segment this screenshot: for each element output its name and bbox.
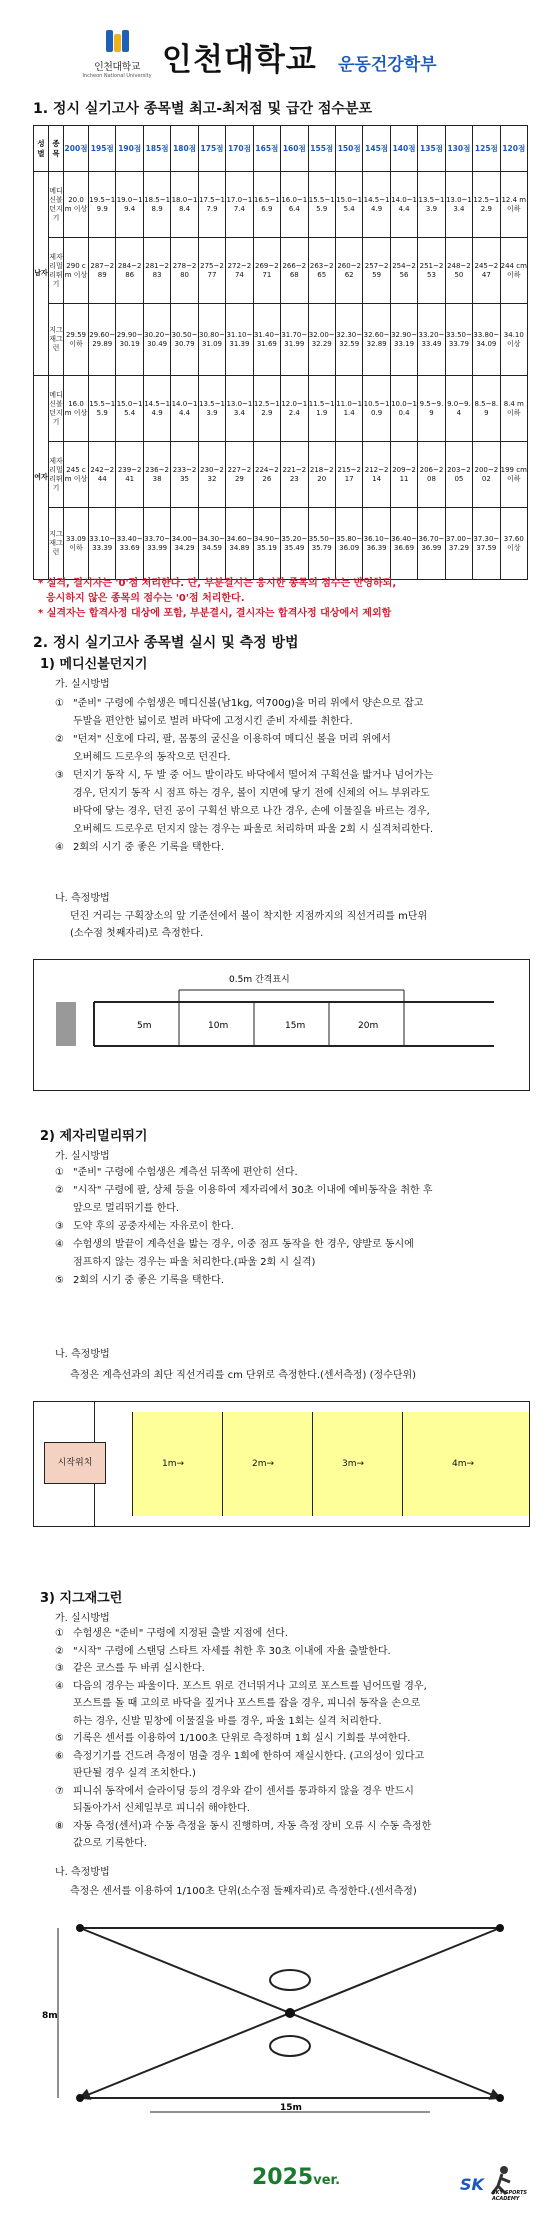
step-line bbox=[55, 839, 525, 857]
score-cell: 33.10~33.39 bbox=[89, 508, 116, 580]
width-label: 15m bbox=[280, 2103, 302, 2113]
score-cell: 8.5~8.9 bbox=[473, 376, 500, 442]
footer-version bbox=[252, 2165, 340, 2190]
step-item bbox=[55, 1236, 525, 1272]
logo-subtext: Incheon National University bbox=[82, 73, 152, 79]
score-cell: 31.40~31.69 bbox=[253, 304, 280, 376]
score-cell-max: 20.0 m 이상 bbox=[64, 172, 89, 238]
jump-title: 2) 제자리멀리뛰기 bbox=[40, 1129, 148, 1144]
sex-cell: 여자 bbox=[34, 376, 49, 580]
distance-label: 5m bbox=[137, 1021, 152, 1031]
page-title: 인천대학교 bbox=[162, 42, 317, 78]
height-label: 8m bbox=[42, 2011, 58, 2021]
step-line bbox=[55, 1272, 525, 1290]
score-cell: 32.90~33.19 bbox=[390, 304, 417, 376]
step-text: 점프하지 않는 경우는 파울 처리한다.(파울 2회 시 실격) bbox=[73, 1257, 316, 1268]
step-text: 2회의 시기 중 좋은 기록을 택한다. bbox=[73, 842, 225, 853]
step-number: ② bbox=[55, 734, 64, 745]
step-number: ① bbox=[55, 698, 64, 709]
score-cell: 215~217 bbox=[335, 442, 362, 508]
event-cell: 제자리멀리뛰기 bbox=[49, 442, 64, 508]
step-item bbox=[55, 1625, 525, 1643]
score-cell: 263~265 bbox=[308, 238, 335, 304]
measure-line: 측정은 계측선과의 최단 직선거리를 cm 단위로 측정한다.(센서측정) (정수단위) bbox=[70, 1370, 417, 1381]
event-cell: 메디신볼던지기 bbox=[49, 376, 64, 442]
step-text: 값으로 기록한다. bbox=[73, 1838, 147, 1849]
score-cell-max: 290 cm 이상 bbox=[64, 238, 89, 304]
score-cell: 33.80~34.09 bbox=[473, 304, 500, 376]
medicine-measure-label: 나. 측정방법 bbox=[55, 893, 110, 904]
step-text: 포스트를 돌 때 고의로 바닥을 짚거나 포스트를 잡을 경우, 피니쉬 동작을 손으로 bbox=[73, 1698, 421, 1709]
score-header: 150점 bbox=[335, 126, 362, 172]
post-icon bbox=[496, 1924, 504, 1932]
step-item bbox=[55, 1678, 525, 1731]
university-logo bbox=[82, 30, 152, 85]
header-sex: 성별 bbox=[34, 126, 49, 172]
zigzag-method-label: 가. 실시방법 bbox=[55, 1613, 110, 1624]
step-text: "시작" 구령에 스탠딩 스타트 자세를 취한 후 30초 이내에 자율 출발한다. bbox=[73, 1645, 391, 1657]
post-icon bbox=[76, 1924, 84, 1932]
score-cell: 287~289 bbox=[89, 238, 116, 304]
score-table bbox=[33, 125, 528, 580]
medicine-steps bbox=[55, 695, 525, 857]
step-number: ② bbox=[55, 1185, 64, 1196]
score-cell-max: 16.0 m 이상 bbox=[64, 376, 89, 442]
step-text: 오버헤드 드로우로 던지지 않는 경우는 파울로 처리하며 파울 2회 시 실격처리한다. bbox=[73, 824, 434, 835]
score-cell: 227~229 bbox=[226, 442, 253, 508]
jump-field-diagram bbox=[33, 1401, 530, 1527]
step-line bbox=[55, 713, 525, 731]
score-cell: 14.0~14.4 bbox=[171, 376, 198, 442]
score-cell-max: 245 cm 이상 bbox=[64, 442, 89, 508]
score-cell: 248~250 bbox=[445, 238, 472, 304]
step-text: 같은 코스를 두 바퀴 실시한다. bbox=[73, 1663, 205, 1674]
score-cell: 269~271 bbox=[253, 238, 280, 304]
score-header: 135점 bbox=[418, 126, 445, 172]
step-line bbox=[55, 1678, 525, 1696]
interval-label: 0.5m 간격표시 bbox=[229, 975, 290, 985]
step-number: ③ bbox=[55, 770, 64, 781]
score-header: 165점 bbox=[253, 126, 280, 172]
score-cell: 221~223 bbox=[281, 442, 308, 508]
center-loop bbox=[270, 2036, 310, 2056]
score-cell: 284~286 bbox=[116, 238, 143, 304]
step-text: 판단될 경우 실격 조치한다.) bbox=[73, 1768, 196, 1779]
score-cell: 260~262 bbox=[335, 238, 362, 304]
score-cell: 239~241 bbox=[116, 442, 143, 508]
step-text: 다음의 경우는 파울이다. 포스트 위로 건너뛰거나 고의로 포스트를 넘어뜨릴 경우, bbox=[73, 1680, 427, 1692]
score-cell: 11.0~11.4 bbox=[335, 376, 362, 442]
medicine-ball-field-diagram bbox=[33, 959, 530, 1091]
score-cell: 9.0~9.4 bbox=[445, 376, 472, 442]
notes bbox=[38, 576, 396, 621]
score-cell-min: 199 cm 이하 bbox=[500, 442, 527, 508]
event-cell: 메디신볼던지기 bbox=[49, 172, 64, 238]
step-number: ① bbox=[55, 1628, 64, 1639]
score-row bbox=[34, 304, 528, 376]
start-position-box: 시작위치 bbox=[44, 1442, 106, 1484]
score-cell: 236~238 bbox=[143, 442, 170, 508]
score-cell: 12.5~12.9 bbox=[253, 376, 280, 442]
score-cell: 32.60~32.89 bbox=[363, 304, 390, 376]
step-text: 하는 경우, 신발 밑창에 이물질을 바를 경우, 파울 1회는 실격 처리한다. bbox=[73, 1715, 382, 1727]
score-cell-min: 8.4 m 이하 bbox=[500, 376, 527, 442]
step-text: 수험생의 발끝이 계측선을 밟는 경우, 이중 점프 동작을 한 경우, 양발로 동시에 bbox=[73, 1239, 414, 1250]
note-line: * 실격, 결시자는 '0'점 처리한다. 단, 부분결시는 응시한 종목의 점수는 반영하되, bbox=[38, 578, 397, 589]
score-cell: 30.80~31.09 bbox=[198, 304, 225, 376]
academy-logo bbox=[458, 2160, 528, 2204]
score-row bbox=[34, 508, 528, 580]
score-cell: 30.20~30.49 bbox=[143, 304, 170, 376]
step-number: ⑦ bbox=[55, 1785, 64, 1797]
step-item bbox=[55, 1783, 525, 1818]
jump-mark-label: 2m→ bbox=[252, 1459, 275, 1469]
step-line bbox=[55, 821, 525, 839]
score-cell: 200~202 bbox=[473, 442, 500, 508]
score-cell: 34.90~35.19 bbox=[253, 508, 280, 580]
step-line bbox=[55, 1200, 525, 1218]
step-item bbox=[55, 695, 525, 731]
score-cell: 281~283 bbox=[143, 238, 170, 304]
score-cell-min: 37.60 이상 bbox=[500, 508, 527, 580]
post-icon bbox=[76, 2094, 84, 2102]
score-header: 195점 bbox=[89, 126, 116, 172]
step-text: 도약 후의 공중자세는 자유로이 한다. bbox=[73, 1221, 234, 1232]
score-cell: 13.0~13.4 bbox=[445, 172, 472, 238]
score-header: 185점 bbox=[143, 126, 170, 172]
score-cell: 36.70~36.99 bbox=[418, 508, 445, 580]
score-row bbox=[34, 442, 528, 508]
step-number: ⑧ bbox=[55, 1820, 64, 1832]
score-header: 160점 bbox=[281, 126, 308, 172]
step-line bbox=[55, 1164, 525, 1182]
score-header: 140점 bbox=[390, 126, 417, 172]
score-cell: 17.0~17.4 bbox=[226, 172, 253, 238]
jump-measure-text bbox=[70, 1367, 525, 1384]
step-line bbox=[55, 1236, 525, 1254]
jump-mark-label: 1m→ bbox=[162, 1459, 185, 1469]
step-item bbox=[55, 1643, 525, 1661]
step-item bbox=[55, 1182, 525, 1218]
step-text: "던져" 신호에 다리, 팔, 몸통의 굴신을 이용하여 메디신 볼을 머리 위에서 bbox=[73, 734, 391, 745]
score-header: 155점 bbox=[308, 126, 335, 172]
score-cell: 15.5~15.9 bbox=[89, 376, 116, 442]
step-text: 앞으로 멀리뛰기를 한다. bbox=[73, 1203, 180, 1214]
header-event: 종목 bbox=[49, 126, 64, 172]
score-cell: 18.0~18.4 bbox=[171, 172, 198, 238]
step-number: ④ bbox=[55, 842, 64, 853]
score-cell: 36.40~36.69 bbox=[390, 508, 417, 580]
score-cell: 275~277 bbox=[198, 238, 225, 304]
zigzag-svg bbox=[40, 1918, 530, 2118]
step-text: 바닥에 닿는 경우, 던진 공이 구획선 밖으로 나간 경우, 손에 이물질을 바르는 경우, bbox=[73, 806, 430, 817]
step-line bbox=[55, 1783, 525, 1801]
jump-mark-label: 4m→ bbox=[452, 1459, 475, 1469]
step-item bbox=[55, 1660, 525, 1678]
medicine-method-label: 가. 실시방법 bbox=[55, 679, 110, 690]
step-line bbox=[55, 1765, 525, 1783]
event-cell: 지그재그런 bbox=[49, 304, 64, 376]
score-cell: 14.5~14.9 bbox=[143, 376, 170, 442]
step-line bbox=[55, 1218, 525, 1236]
score-cell: 32.00~32.29 bbox=[308, 304, 335, 376]
score-cell: 30.50~30.79 bbox=[171, 304, 198, 376]
step-line bbox=[55, 1800, 525, 1818]
zigzag-course-diagram bbox=[40, 1918, 530, 2118]
version-suffix: ver. bbox=[313, 2173, 341, 2188]
step-line bbox=[55, 1625, 525, 1643]
step-line bbox=[55, 1182, 525, 1200]
score-cell: 11.5~11.9 bbox=[308, 376, 335, 442]
score-cell: 34.00~34.29 bbox=[171, 508, 198, 580]
sex-cell: 남자 bbox=[34, 172, 49, 376]
score-cell: 37.00~37.29 bbox=[445, 508, 472, 580]
score-header: 180점 bbox=[171, 126, 198, 172]
score-cell: 9.5~9.9 bbox=[418, 376, 445, 442]
step-text: "시작" 구령에 팔, 상체 등을 이용하여 제자리에서 30초 이내에 예비동작을 취한 후 bbox=[73, 1185, 433, 1196]
step-text: 되돌아가서 신체일부로 피니쉬 해야한다. bbox=[73, 1803, 250, 1814]
step-text: 오버헤드 드로우의 동작으로 던진다. bbox=[73, 752, 231, 763]
score-cell: 32.30~32.59 bbox=[335, 304, 362, 376]
score-cell-max: 33.09 이하 bbox=[64, 508, 89, 580]
distance-label: 10m bbox=[208, 1021, 229, 1031]
score-header: 125점 bbox=[473, 126, 500, 172]
score-cell: 35.20~35.49 bbox=[281, 508, 308, 580]
score-header: 170점 bbox=[226, 126, 253, 172]
score-header: 120점 bbox=[500, 126, 527, 172]
step-line bbox=[55, 731, 525, 749]
score-cell-min: 34.10 이상 bbox=[500, 304, 527, 376]
step-line bbox=[55, 1713, 525, 1731]
score-cell: 218~220 bbox=[308, 442, 335, 508]
score-cell: 203~205 bbox=[445, 442, 472, 508]
score-cell: 13.5~13.9 bbox=[198, 376, 225, 442]
zigzag-measure-label: 나. 측정방법 bbox=[55, 1867, 110, 1878]
note-line: 응시하지 않은 종목의 점수는 '0'점 처리한다. bbox=[46, 593, 245, 604]
step-number: ③ bbox=[55, 1663, 64, 1674]
score-cell: 29.90~30.19 bbox=[116, 304, 143, 376]
logo-mark-icon bbox=[104, 30, 130, 56]
score-cell-min: 244 cm 이하 bbox=[500, 238, 527, 304]
score-cell: 34.60~34.89 bbox=[226, 508, 253, 580]
score-cell: 278~280 bbox=[171, 238, 198, 304]
score-cell: 209~211 bbox=[390, 442, 417, 508]
score-cell: 233~235 bbox=[171, 442, 198, 508]
step-line bbox=[55, 695, 525, 713]
step-text: 2회의 시기 중 좋은 기록을 택한다. bbox=[73, 1275, 225, 1286]
score-cell: 19.0~19.4 bbox=[116, 172, 143, 238]
step-line bbox=[55, 767, 525, 785]
score-cell: 212~214 bbox=[363, 442, 390, 508]
score-cell: 33.50~33.79 bbox=[445, 304, 472, 376]
score-cell: 31.10~31.39 bbox=[226, 304, 253, 376]
event-cell: 지그재그런 bbox=[49, 508, 64, 580]
step-text: 경우, 던지기 동작 시 점프 하는 경우, 볼이 지면에 닿기 전에 신체의 어느 부위라도 bbox=[73, 788, 430, 799]
score-cell: 206~208 bbox=[418, 442, 445, 508]
score-header: 190점 bbox=[116, 126, 143, 172]
score-cell: 12.0~12.4 bbox=[281, 376, 308, 442]
step-text: 던지기 동작 시, 두 발 중 어느 발이라도 바닥에서 떨어져 구획선을 밟거나 넘어가는 bbox=[73, 770, 434, 781]
score-cell: 33.40~33.69 bbox=[116, 508, 143, 580]
step-line bbox=[55, 785, 525, 803]
score-cell: 16.0~16.4 bbox=[281, 172, 308, 238]
step-text: "준비" 구령에 수험생은 계측선 뒤쪽에 편안히 선다. bbox=[73, 1167, 298, 1178]
step-number: ③ bbox=[55, 1221, 64, 1232]
post-icon bbox=[285, 2008, 295, 2018]
score-row bbox=[34, 376, 528, 442]
score-cell: 35.80~36.09 bbox=[335, 508, 362, 580]
score-header: 200점 bbox=[64, 126, 89, 172]
department-name: 운동건강학부 bbox=[338, 55, 437, 75]
score-cell: 14.0~14.4 bbox=[390, 172, 417, 238]
score-cell: 14.5~14.9 bbox=[363, 172, 390, 238]
step-number: ⑤ bbox=[55, 1275, 64, 1286]
svg-text:SK: SK bbox=[460, 2175, 484, 2194]
medicine-measure-text bbox=[70, 908, 525, 942]
step-item bbox=[55, 1164, 525, 1182]
jump-method-label: 가. 실시방법 bbox=[55, 1151, 110, 1162]
step-text: 수험생은 "준비" 구령에 지정된 출발 지점에 선다. bbox=[73, 1628, 288, 1639]
step-item bbox=[55, 1748, 525, 1783]
score-cell: 10.0~10.4 bbox=[390, 376, 417, 442]
score-cell: 245~247 bbox=[473, 238, 500, 304]
step-line bbox=[55, 749, 525, 767]
step-item bbox=[55, 1730, 525, 1748]
zigzag-measure-text bbox=[70, 1883, 525, 1900]
step-line bbox=[55, 1748, 525, 1766]
step-text: 두발을 편안한 넓이로 벌려 바닥에 고정시킨 준비 자세를 취한다. bbox=[73, 716, 353, 727]
step-text: 기록은 센서를 이용하여 1/100초 단위로 측정하며 1회 실시 기회를 부여한다. bbox=[73, 1733, 411, 1744]
step-number: ⑤ bbox=[55, 1733, 64, 1744]
measure-line: (소수점 첫째자리)로 측정한다. bbox=[70, 928, 204, 939]
step-number: ① bbox=[55, 1167, 64, 1178]
step-line bbox=[55, 1730, 525, 1748]
step-number: ④ bbox=[55, 1680, 64, 1692]
score-cell: 35.50~35.79 bbox=[308, 508, 335, 580]
step-line bbox=[55, 1254, 525, 1272]
step-line bbox=[55, 1818, 525, 1836]
header bbox=[0, 0, 556, 85]
score-cell: 257~259 bbox=[363, 238, 390, 304]
step-text: 자동 측정(센서)과 수동 측정을 동시 진행하며, 자동 측정 장비 오류 시 수동 측정한 bbox=[73, 1820, 432, 1832]
score-cell: 31.70~31.99 bbox=[281, 304, 308, 376]
score-header: 145점 bbox=[363, 126, 390, 172]
jump-measure-label: 나. 측정방법 bbox=[55, 1349, 110, 1360]
step-item bbox=[55, 839, 525, 857]
step-item bbox=[55, 731, 525, 767]
step-item bbox=[55, 1218, 525, 1236]
logo-text: 인천대학교 bbox=[94, 62, 140, 73]
score-cell: 15.5~15.9 bbox=[308, 172, 335, 238]
score-cell: 242~244 bbox=[89, 442, 116, 508]
step-number: ④ bbox=[55, 1239, 64, 1250]
section1-title: 1. 정시 실기고사 종목별 최고-최저점 및 급간 점수분포 bbox=[33, 101, 372, 117]
step-line bbox=[55, 1835, 525, 1853]
score-cell: 254~256 bbox=[390, 238, 417, 304]
post-icon bbox=[496, 2094, 504, 2102]
score-cell: 19.5~19.9 bbox=[89, 172, 116, 238]
score-cell: 15.0~15.4 bbox=[116, 376, 143, 442]
score-header: 175점 bbox=[198, 126, 225, 172]
score-row bbox=[34, 238, 528, 304]
score-cell: 10.5~10.9 bbox=[363, 376, 390, 442]
version-year: 2025 bbox=[252, 2165, 314, 2190]
section2-title: 2. 정시 실기고사 종목별 실시 및 측정 방법 bbox=[33, 635, 299, 651]
step-line bbox=[55, 1643, 525, 1661]
score-cell: 33.70~33.99 bbox=[143, 508, 170, 580]
step-item bbox=[55, 767, 525, 839]
note-line: * 실격자는 합격사정 대상에 포함, 부분결시, 결시자는 합격사정 대상에서 제외함 bbox=[38, 608, 392, 619]
score-cell: 13.5~13.9 bbox=[418, 172, 445, 238]
score-cell: 18.5~18.9 bbox=[143, 172, 170, 238]
jump-mark-label: 3m→ bbox=[342, 1459, 365, 1469]
score-cell: 36.10~36.39 bbox=[363, 508, 390, 580]
score-table-header-row bbox=[34, 126, 528, 172]
step-text: "준비" 구령에 수험생은 메디신볼(남1kg, 여700g)을 머리 위에서 양손으로 잡고 bbox=[73, 698, 424, 709]
score-cell: 16.5~16.9 bbox=[253, 172, 280, 238]
score-cell-min: 12.4 m 이하 bbox=[500, 172, 527, 238]
jump-steps bbox=[55, 1164, 525, 1290]
distance-label: 20m bbox=[358, 1021, 379, 1031]
score-cell: 12.5~12.9 bbox=[473, 172, 500, 238]
score-cell: 15.0~15.4 bbox=[335, 172, 362, 238]
step-line bbox=[55, 1695, 525, 1713]
score-cell: 224~226 bbox=[253, 442, 280, 508]
step-line bbox=[55, 803, 525, 821]
zigzag-title: 3) 지그재그런 bbox=[40, 1591, 123, 1606]
event-cell: 제자리멀리뛰기 bbox=[49, 238, 64, 304]
score-cell: 230~232 bbox=[198, 442, 225, 508]
step-text: 측정기기를 건드려 측정이 멈출 경우 1회에 한하여 재실시한다. (고의성이 있다고 bbox=[73, 1750, 425, 1762]
center-loop bbox=[270, 1970, 310, 1990]
measure-line: 던진 거리는 구획장소의 앞 기준선에서 볼이 착지한 지점까지의 직선거리를 m단위 bbox=[70, 911, 428, 922]
medicine-ball-title: 1) 메디신볼던지기 bbox=[40, 657, 148, 672]
score-cell: 251~253 bbox=[418, 238, 445, 304]
step-number: ② bbox=[55, 1645, 64, 1657]
zigzag-steps bbox=[55, 1625, 525, 1853]
academy-name: SKY SPORTS ACADEMY bbox=[492, 2190, 527, 2202]
score-cell: 17.5~17.9 bbox=[198, 172, 225, 238]
measure-line: 측정은 센서를 이용하여 1/100초 단위(소수점 둘째자리)로 측정한다.(센서측정) bbox=[70, 1886, 417, 1897]
field-svg bbox=[34, 960, 529, 1090]
score-cell: 272~274 bbox=[226, 238, 253, 304]
step-line bbox=[55, 1660, 525, 1678]
score-row bbox=[34, 172, 528, 238]
score-cell: 33.20~33.49 bbox=[418, 304, 445, 376]
score-header: 130점 bbox=[445, 126, 472, 172]
step-number: ⑥ bbox=[55, 1750, 64, 1762]
score-cell: 13.0~13.4 bbox=[226, 376, 253, 442]
score-cell: 266~268 bbox=[281, 238, 308, 304]
distance-label: 15m bbox=[285, 1021, 306, 1031]
score-cell: 29.60~29.89 bbox=[89, 304, 116, 376]
start-box bbox=[56, 1002, 76, 1046]
score-cell: 37.30~37.59 bbox=[473, 508, 500, 580]
step-text: 피니쉬 동작에서 슬라이딩 등의 경우와 같이 센서를 통과하지 않을 경우 반드시 bbox=[73, 1785, 414, 1797]
score-cell-max: 29.59 이하 bbox=[64, 304, 89, 376]
score-cell: 34.30~34.59 bbox=[198, 508, 225, 580]
step-item bbox=[55, 1272, 525, 1290]
step-item bbox=[55, 1818, 525, 1853]
